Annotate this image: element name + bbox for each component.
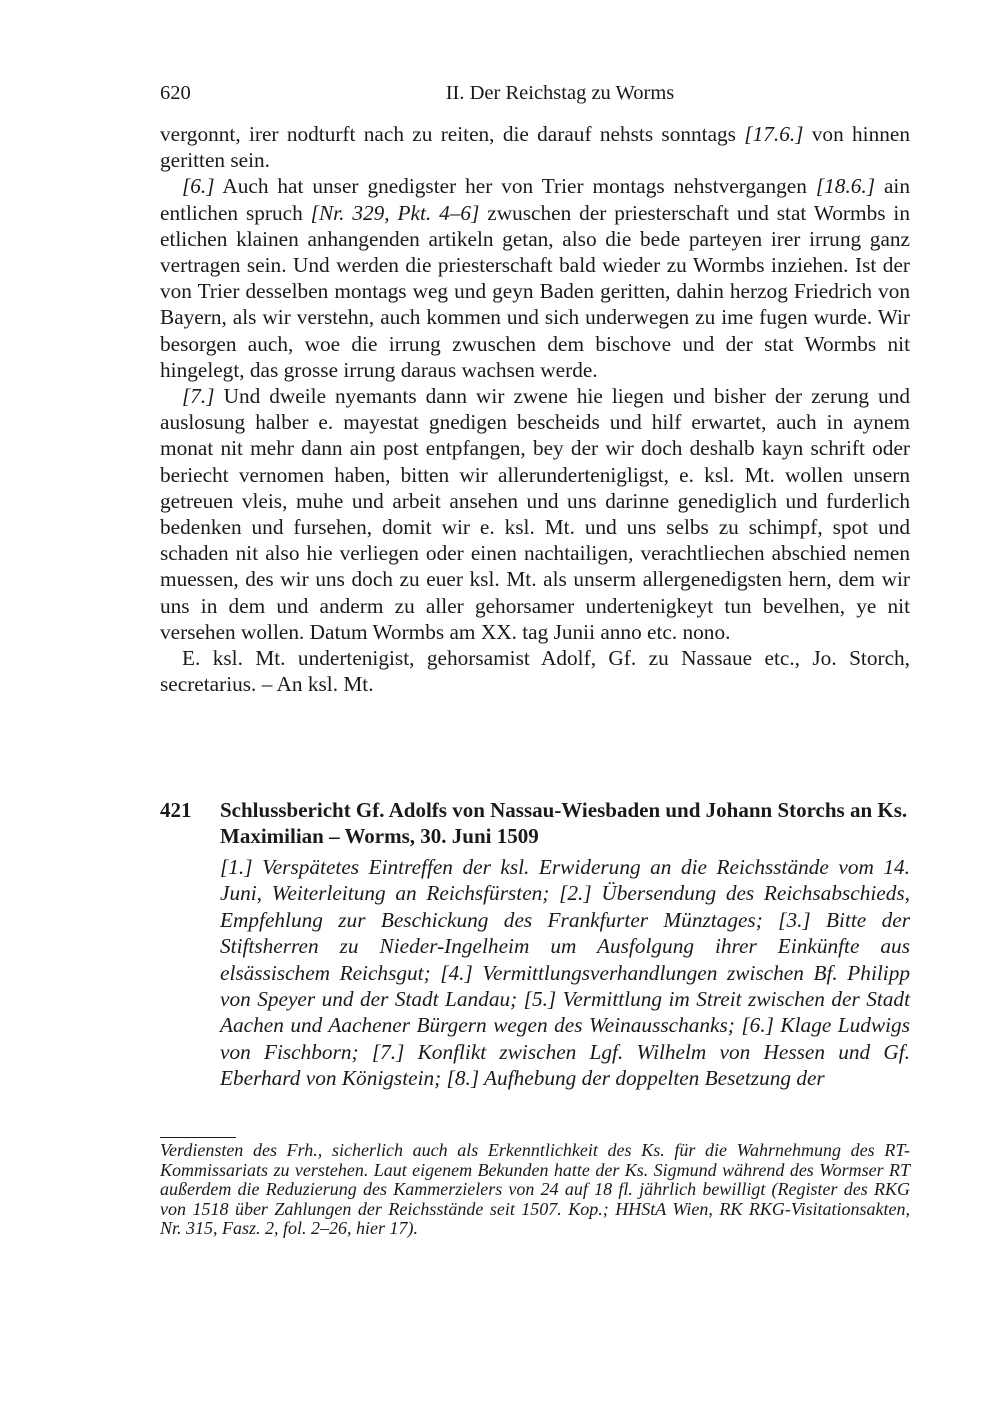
main-text <box>160 121 910 697</box>
text-run: von hinnen geritten sein. <box>160 122 910 173</box>
editorial-date: [17.6.] <box>744 122 804 146</box>
document-regest: [1.] Verspätetes Eintreffen der ksl. Erwiderung an die Reichsstände vom 14. Juni, Weiterleitung an Reichsfürsten; [2.] Übersendung des Reichsabschieds, Empfehlung zur Beschickung des Frankfurter Münztages; [3.] Bitte der Stiftsherren zu Nieder-Ingelheim um Ausfolgung ihrer Einkünfte aus elsässischem Reichsgut; [4.] Vermittlungsverhandlungen zwischen Bf. Philipp von Speyer und der Stadt Landau; [5.] Vermittlung im Streit zwischen der Stadt Aachen und Aachener Bürgern wegen des Weinausschanks; [6.] Klage Ludwigs von Fischborn; [7.] Konflikt zwischen Lgf. Wilhelm von Hessen und Gf. Eberhard von Königstein; [8.] Aufhebung der doppelten Besetzung der <box>220 855 910 1091</box>
page-header <box>160 78 910 108</box>
editorial-date: [18.6.] <box>815 174 876 199</box>
paragraph-marker: [6.] <box>182 174 215 199</box>
paragraph-7 <box>160 383 910 645</box>
cross-reference: [Nr. 329, Pkt. 4–6] <box>310 200 480 225</box>
text-run: zwuschen der priesterschaft und stat Wormbs in etlichen klainen anhangenden artikeln getan, also die bede parteyen irer irrung ganz vertragen sein. Und werden die priesterschaft bald wieder zu Wormbs inziehen. Ist der von Trier desselben montags weg und geyn Baden geritten, dahin herzog Friedrich von Bayern, als wir verstehn, auch kommen und sich underwegen zu ime fugen wurde. Wir besorgen auch, woe die irrung zwuschen dem bischove und der stat Wormbs nit hingelegt, das grosse irrung daraus wachsen werde. <box>160 200 910 382</box>
paragraph-continuation <box>160 121 910 173</box>
document-number: 421 <box>160 798 192 822</box>
text-run: Auch hat unser gnedigster her von Trier montags nehstvergangen <box>214 174 816 199</box>
text-run: Und dweile nyemants dann wir zwene hie liegen und bisher der zerung und auslosung halber e. mayestat gnedigen bescheids und hilf erwartet, auch in aynem monat nit mehr dann ain post entpfangen, bey der wir doch deshalb kayn schrift oder beriecht vernomen haben, bitten wir allerundertenigligst, e. ksl. Mt. wollen unsern getreuen vleis, muhe und arbeit ansehen und uns darinne genediglich und furderlich bedenken und fursehen, domit wir e. ksl. Mt. und uns selbs zu schimpf, spot und schaden nit also hie verliegen oder einen nachtailigen, verachtliechen abschied nemen muessen, des wir uns doch zu euer ksl. Mt. als unserm allergenedigsten hern, dem wir uns in dem und anderm zu aller gehorsamer undertenigkeyt tun bevelhen, ye nit versehen wollen. Datum Wormbs am XX. tag Junii anno etc. nono. <box>160 384 910 644</box>
text-run: vergonnt, irer nodturft nach zu reiten, die darauf nehsts sonntags <box>160 122 745 146</box>
document-title: Schlussbericht Gf. Adolfs von Nassau-Wiesbaden und Johann Storchs an Ks. Maximilian – Worms, 30. Juni 1509 <box>220 798 908 848</box>
footnote: Verdiensten des Frh., sicherlich auch als Erkenntlichkeit des Ks. für die Wahrnehmung des RT-Kommissariats zu verstehen. Laut eigenem Bekunden hatte der Ks. Sigmund während des Wormser RT außerdem die Reduzierung des Kammerzielers von 24 auf 18 fl. jährlich bewilligt (Register des RKG von 1518 über Zahlungen der Reichsstände seit 1507. Kop.; HHStA Wien, RK RKG-Visitationsakten, Nr. 315, Fasz. 2, fol. 2–26, hier 17). <box>160 1140 910 1238</box>
page-number: 620 <box>160 82 191 104</box>
footnote-separator <box>160 1137 236 1138</box>
paragraph-marker: [7.] <box>182 384 215 409</box>
paragraph-6 <box>160 173 910 383</box>
closing-signature: E. ksl. Mt. undertenigist, gehorsamist Adolf, Gf. zu Nassaue etc., Jo. Storch, secretarius. – An ksl. Mt. <box>160 646 910 697</box>
running-title: II. Der Reichstag zu Worms <box>445 82 675 104</box>
text-run: ain entlichen spruch <box>160 174 910 225</box>
